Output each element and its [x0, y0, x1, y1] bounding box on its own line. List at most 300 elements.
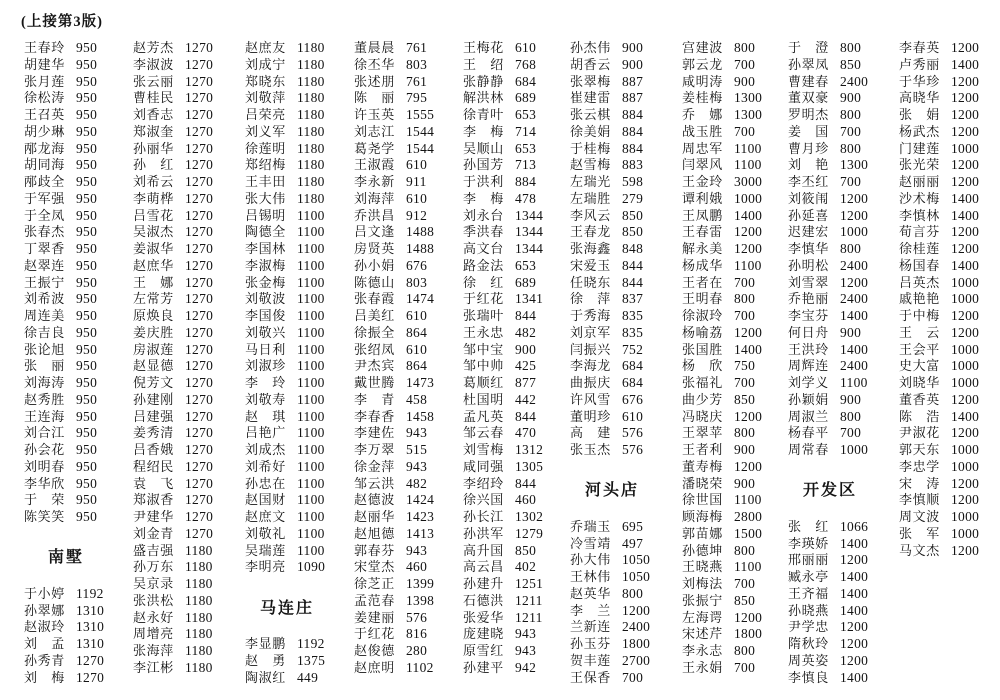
- list-item: [24, 342, 128, 359]
- amount: 1200: [734, 324, 763, 340]
- person-name: 孙建刚: [133, 391, 174, 407]
- list-item: [24, 157, 128, 174]
- person-name: 胡少琳: [24, 123, 65, 139]
- list-item: [682, 425, 786, 442]
- list-item: [570, 325, 674, 342]
- amount: 943: [406, 458, 428, 474]
- amount: 610: [406, 308, 428, 323]
- amount: 1270: [185, 525, 214, 541]
- person-name: 王齐福: [788, 585, 829, 601]
- person-name: 孙玉芬: [570, 636, 611, 651]
- person-name: 沙术梅: [899, 190, 940, 206]
- person-name: 陈笑笑: [24, 509, 65, 524]
- person-name: 刘明春: [24, 458, 65, 474]
- list-item: [245, 653, 349, 670]
- column-5: [463, 40, 567, 677]
- person-name: 刘希云: [133, 174, 174, 189]
- person-name: 孙大伟: [570, 552, 611, 568]
- amount: 1270: [185, 123, 214, 139]
- amount: 700: [840, 174, 862, 189]
- amount: 1270: [185, 241, 214, 256]
- person-name: 刘敬寿: [245, 391, 286, 407]
- person-name: 吕英杰: [899, 274, 940, 290]
- amount: 950: [76, 492, 98, 508]
- list-item: [24, 275, 128, 292]
- amount: 1270: [185, 358, 214, 374]
- person-name: 王梅花: [463, 40, 504, 55]
- amount: 610: [406, 157, 428, 173]
- amount: 1000: [840, 224, 869, 240]
- list-item: [570, 636, 674, 653]
- amount: 1180: [297, 157, 325, 173]
- list-item: [245, 670, 349, 687]
- amount: 1270: [185, 442, 214, 457]
- amount: 1473: [406, 375, 435, 390]
- list-item: [24, 653, 128, 670]
- list-item: [245, 409, 349, 426]
- amount: 887: [622, 73, 644, 89]
- amount: 1474: [406, 291, 435, 307]
- amount: 1270: [185, 190, 214, 206]
- person-name: 孙丽华: [133, 140, 174, 156]
- amount: 700: [840, 123, 862, 139]
- person-name: 周增亮: [133, 626, 174, 642]
- person-name: 袁 飞: [133, 475, 174, 491]
- amount: 844: [515, 475, 537, 491]
- list-item: [24, 636, 128, 653]
- person-name: 王丰田: [245, 174, 286, 189]
- person-name: 解洪林: [463, 90, 504, 106]
- amount: 1200: [622, 602, 651, 618]
- list-item: [463, 141, 567, 158]
- person-name: 董双豪: [788, 90, 829, 106]
- person-name: 张大伟: [245, 190, 286, 206]
- list-item: [682, 576, 786, 593]
- amount: 442: [515, 391, 537, 407]
- list-item: [899, 107, 1000, 124]
- list-item: [463, 90, 567, 107]
- amount: 950: [76, 442, 98, 457]
- list-item: [899, 124, 1000, 141]
- list-item: [245, 208, 349, 225]
- list-item: [788, 40, 892, 57]
- list-item: [788, 409, 892, 426]
- list-item: [788, 358, 892, 375]
- list-item: [24, 375, 128, 392]
- list-item: [463, 576, 567, 593]
- person-name: 杨 欣: [682, 358, 723, 374]
- amount: 912: [406, 207, 428, 223]
- person-name: 张云丽: [133, 73, 174, 89]
- list-item: [24, 409, 128, 426]
- person-name: 丁翠香: [24, 241, 65, 256]
- list-item: [354, 241, 458, 258]
- list-item: [788, 670, 892, 687]
- list-item: [570, 586, 674, 603]
- person-name: 崔建雷: [570, 90, 611, 106]
- person-name: 吕美红: [354, 308, 395, 323]
- person-name: 郑淑香: [133, 492, 174, 508]
- amount: 1100: [734, 140, 762, 156]
- amount: 1180: [185, 609, 213, 625]
- person-name: 闫翠风: [682, 157, 723, 173]
- person-name: 赵国财: [245, 492, 286, 508]
- list-item: [682, 375, 786, 392]
- list-item: [354, 610, 458, 627]
- person-name: 吴京录: [133, 576, 174, 591]
- list-item: [570, 569, 674, 586]
- list-item: [788, 519, 892, 536]
- person-name: 董晨晨: [354, 40, 395, 55]
- list-item: [463, 358, 567, 375]
- list-item: [788, 291, 892, 308]
- list-item: [899, 90, 1000, 107]
- person-name: 张海鑫: [570, 241, 611, 256]
- amount: 1100: [297, 291, 325, 307]
- person-name: 徐桂莲: [899, 241, 940, 256]
- list-item: [570, 74, 674, 91]
- person-name: 陈 浩: [899, 408, 940, 424]
- list-item: [133, 258, 237, 275]
- amount: 950: [76, 207, 98, 223]
- list-item: [245, 636, 349, 653]
- person-name: 宋述芹: [682, 626, 723, 642]
- person-name: 尹建华: [133, 509, 174, 524]
- person-name: 王春龙: [570, 224, 611, 240]
- list-item: [24, 442, 128, 459]
- person-name: 孙 红: [133, 157, 174, 173]
- amount: 1413: [406, 525, 435, 541]
- amount: 950: [76, 341, 98, 357]
- amount: 700: [734, 576, 756, 591]
- amount: 850: [622, 224, 644, 240]
- person-name: 孙建升: [463, 576, 504, 591]
- amount: 950: [76, 140, 98, 156]
- list-item: [463, 643, 567, 660]
- person-name: 房贤英: [354, 241, 395, 256]
- amount: 684: [622, 375, 644, 390]
- person-name: 李显鹏: [245, 636, 286, 651]
- person-name: 吕雪花: [133, 207, 174, 223]
- person-name: 张玉杰: [570, 442, 611, 457]
- amount: 850: [622, 207, 644, 223]
- list-item: [682, 325, 786, 342]
- amount: 816: [406, 626, 428, 642]
- person-name: 张云棋: [570, 107, 611, 122]
- amount: 470: [515, 425, 537, 441]
- amount: 1211: [515, 592, 543, 608]
- list-item: [463, 425, 567, 442]
- amount: 950: [76, 90, 98, 106]
- list-item: [24, 291, 128, 308]
- amount: 1050: [622, 569, 651, 584]
- person-name: 刘敬兴: [245, 324, 286, 340]
- list-item: [682, 157, 786, 174]
- person-name: 姜庆胜: [133, 324, 174, 340]
- list-item: [245, 325, 349, 342]
- list-item: [354, 291, 458, 308]
- amount: 1270: [185, 107, 214, 122]
- list-item: [24, 670, 128, 687]
- amount: 1100: [297, 241, 325, 256]
- list-item: [24, 358, 128, 375]
- person-name: 刘义军: [245, 123, 286, 139]
- amount: 795: [406, 90, 428, 106]
- amount: 1251: [515, 576, 544, 591]
- list-item: [133, 90, 237, 107]
- person-name: 刘筱闱: [788, 190, 829, 206]
- person-name: 房淑莲: [133, 341, 174, 357]
- amount: 950: [76, 73, 98, 89]
- list-item: [899, 358, 1000, 375]
- list-item: [354, 208, 458, 225]
- person-name: 谭利娥: [682, 190, 723, 206]
- list-item: [245, 492, 349, 509]
- person-name: 刘 梅: [24, 669, 65, 685]
- person-name: 刘志江: [354, 123, 395, 139]
- list-item: [463, 492, 567, 509]
- person-name: 周英姿: [788, 652, 829, 668]
- amount: 900: [840, 90, 862, 106]
- amount: 1400: [840, 602, 869, 618]
- list-item: [133, 174, 237, 191]
- person-name: 邢丽丽: [788, 552, 829, 568]
- list-item: [788, 258, 892, 275]
- person-name: 赵庶明: [354, 659, 395, 675]
- amount: 1398: [406, 592, 435, 608]
- amount: 850: [734, 592, 756, 608]
- amount: 850: [840, 56, 862, 72]
- amount: 1270: [76, 652, 105, 668]
- amount: 1000: [951, 291, 980, 307]
- list-item: [24, 603, 128, 620]
- list-item: [133, 476, 237, 493]
- person-name: 王者在: [682, 274, 723, 290]
- amount: 1211: [515, 609, 543, 625]
- amount: 1270: [76, 669, 105, 685]
- amount: 1000: [951, 509, 980, 524]
- person-name: 吕艳广: [245, 425, 286, 441]
- list-item: [463, 57, 567, 74]
- list-item: [24, 586, 128, 603]
- person-name: 王淑霞: [354, 157, 395, 173]
- amount: 1000: [951, 140, 980, 156]
- person-name: 张福礼: [682, 375, 723, 390]
- person-name: 于 澄: [788, 40, 829, 55]
- list-item: [570, 124, 674, 141]
- list-item: [899, 191, 1000, 208]
- list-item: [245, 224, 349, 241]
- amount: 950: [76, 174, 98, 189]
- amount: 1100: [297, 391, 325, 407]
- amount: 449: [297, 669, 319, 685]
- amount: 850: [734, 391, 756, 407]
- person-name: 孟凡英: [463, 408, 504, 424]
- section-header: 开发区: [802, 482, 857, 500]
- amount: 1000: [951, 458, 980, 474]
- amount: 280: [406, 643, 428, 658]
- amount: 1100: [297, 525, 325, 541]
- person-name: 吴瑞莲: [245, 542, 286, 558]
- list-item: [133, 610, 237, 627]
- amount: 1270: [185, 90, 214, 106]
- person-name: 王永娟: [682, 659, 723, 675]
- list-item: [682, 208, 786, 225]
- list-item: [463, 392, 567, 409]
- list-item: [245, 459, 349, 476]
- amount: 1180: [185, 576, 213, 591]
- amount: 835: [622, 308, 644, 323]
- amount: 848: [622, 241, 644, 256]
- list-item: [24, 191, 128, 208]
- person-name: 徐莲明: [245, 140, 286, 156]
- list-item: [354, 459, 458, 476]
- person-name: 张绍凤: [354, 341, 395, 357]
- person-name: 左瑞光: [570, 174, 611, 189]
- person-name: 赵 勇: [245, 652, 286, 668]
- person-name: 刘敬萍: [245, 90, 286, 106]
- list-item: [133, 526, 237, 543]
- person-name: 兰新连: [570, 619, 611, 635]
- person-name: 原雪红: [463, 643, 504, 658]
- amount: 1000: [951, 442, 980, 457]
- list-item: [463, 509, 567, 526]
- amount: 1180: [297, 140, 325, 156]
- person-name: 周淑兰: [788, 408, 829, 424]
- amount: 2400: [622, 619, 651, 635]
- person-name: 赵丽华: [354, 509, 395, 524]
- amount: 883: [622, 157, 644, 173]
- person-name: 王 娜: [133, 274, 174, 290]
- amount: 1100: [297, 207, 325, 223]
- person-name: 李 青: [354, 391, 395, 407]
- person-name: 孙长江: [463, 509, 504, 524]
- amount: 460: [515, 492, 537, 508]
- list-item: [245, 442, 349, 459]
- person-name: 许玉英: [354, 107, 395, 122]
- list-item: [354, 543, 458, 560]
- amount: 610: [515, 40, 537, 55]
- column-2: [133, 40, 237, 677]
- amount: 950: [76, 274, 98, 290]
- person-name: 李忠学: [899, 458, 940, 474]
- person-name: 吕文逢: [354, 224, 395, 240]
- amount: 1270: [185, 408, 214, 424]
- amount: 1200: [951, 308, 980, 323]
- list-item: [133, 626, 237, 643]
- amount: 1488: [406, 241, 435, 256]
- amount: 1270: [185, 174, 214, 189]
- list-item: [245, 57, 349, 74]
- person-name: 王翠苹: [682, 425, 723, 441]
- list-item: [463, 124, 567, 141]
- amount: 1270: [185, 207, 214, 223]
- list-item: [133, 442, 237, 459]
- person-name: 赵英华: [570, 585, 611, 601]
- amount: 1200: [840, 552, 869, 568]
- amount: 1200: [840, 190, 869, 206]
- person-name: 姜桂梅: [682, 90, 723, 106]
- list-item: [463, 459, 567, 476]
- list-item: [245, 141, 349, 158]
- amount: 482: [515, 324, 537, 340]
- list-item: [570, 392, 674, 409]
- person-name: 刘敬波: [245, 291, 286, 307]
- amount: 1544: [406, 123, 435, 139]
- person-name: 季洪春: [463, 224, 504, 240]
- amount: 911: [406, 174, 427, 189]
- list-item: [24, 40, 128, 57]
- list-item: [788, 224, 892, 241]
- person-name: 马日利: [245, 341, 286, 357]
- amount: 1200: [734, 241, 763, 256]
- person-name: 邹云洪: [354, 475, 395, 491]
- person-name: 戴世腾: [354, 375, 395, 390]
- person-name: 王永忠: [463, 324, 504, 340]
- list-item: [133, 57, 237, 74]
- list-item: [354, 492, 458, 509]
- list-item: [570, 258, 674, 275]
- person-name: 刘雪翠: [788, 274, 829, 290]
- amount: 1200: [951, 475, 980, 491]
- person-name: 李 玲: [245, 375, 286, 390]
- list-item: [354, 409, 458, 426]
- list-item: [354, 626, 458, 643]
- list-item: [245, 191, 349, 208]
- list-item: [354, 643, 458, 660]
- amount: 1200: [840, 652, 869, 668]
- amount: 1180: [297, 174, 325, 189]
- amount: 1200: [840, 207, 869, 223]
- list-item: [24, 392, 128, 409]
- amount: 700: [734, 274, 756, 290]
- amount: 1192: [76, 585, 104, 601]
- person-name: 罗明杰: [788, 107, 829, 122]
- list-item: [354, 476, 458, 493]
- amount: 2400: [840, 358, 869, 374]
- list-item: [788, 569, 892, 586]
- person-name: 葛顺红: [463, 375, 504, 390]
- amount: 1100: [734, 492, 762, 508]
- list-item: [788, 124, 892, 141]
- list-item: [682, 442, 786, 459]
- list-item: [570, 40, 674, 57]
- list-item: [463, 224, 567, 241]
- person-name: 尹学忠: [788, 619, 829, 635]
- amount: 1100: [297, 475, 325, 491]
- amount: 844: [515, 308, 537, 323]
- amount: 1200: [951, 40, 980, 55]
- amount: 1310: [76, 636, 105, 651]
- list-item: [463, 660, 567, 677]
- person-name: 孙杰伟: [570, 40, 611, 55]
- list-item: [570, 358, 674, 375]
- list-item: [463, 291, 567, 308]
- list-item: [133, 559, 237, 576]
- person-name: 周连美: [24, 308, 65, 323]
- person-name: 倪芳文: [133, 375, 174, 390]
- person-name: 张论旭: [24, 341, 65, 357]
- amount: 900: [734, 475, 756, 491]
- person-name: 王金玲: [682, 174, 723, 189]
- person-name: 刘希好: [245, 458, 286, 474]
- list-item: [133, 124, 237, 141]
- list-item: [899, 224, 1000, 241]
- person-name: 于小婷: [24, 585, 65, 601]
- list-item: [245, 526, 349, 543]
- list-item: [788, 241, 892, 258]
- list-item: [245, 241, 349, 258]
